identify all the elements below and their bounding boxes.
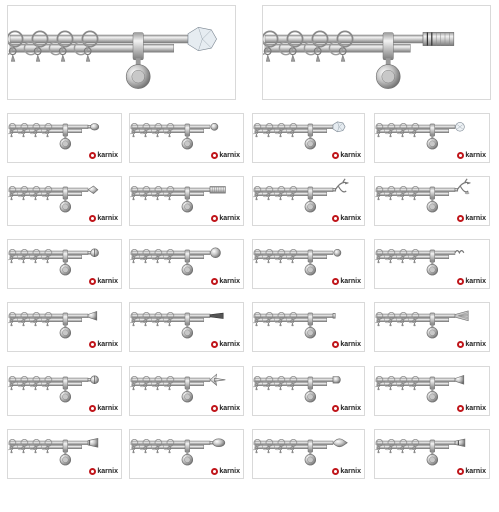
product-card[interactable] <box>7 113 122 163</box>
brand-logo-icon <box>89 152 96 159</box>
banded-ball-icon <box>88 376 99 384</box>
product-card[interactable] <box>252 429 365 479</box>
brand-name: karnix <box>219 152 240 159</box>
brand-logo <box>89 404 118 413</box>
product-card[interactable] <box>252 302 365 352</box>
brand-name: karnix <box>340 215 361 222</box>
brand-logo <box>457 214 486 223</box>
cylinder-icon <box>210 187 225 194</box>
flat-cap-icon <box>333 313 335 318</box>
leaf-scroll-icon <box>333 179 348 192</box>
product-card[interactable] <box>7 302 122 352</box>
brand-name: karnix <box>97 152 118 159</box>
brand-logo-icon <box>332 215 339 222</box>
crystal-icon <box>188 27 217 50</box>
brand-logo-icon <box>211 341 218 348</box>
brand-logo <box>89 151 118 160</box>
product-card[interactable] <box>374 302 490 352</box>
brand-logo-icon <box>211 468 218 475</box>
brand-logo-icon <box>457 405 464 412</box>
brush-tassel-icon <box>455 311 468 321</box>
small-crest-icon <box>455 251 464 253</box>
brand-name: karnix <box>219 468 240 475</box>
brand-logo <box>211 214 240 223</box>
brand-logo <box>332 214 361 223</box>
product-card[interactable] <box>374 429 490 479</box>
brand-logo-icon <box>89 215 96 222</box>
brand-logo-icon <box>211 278 218 285</box>
brand-logo <box>211 151 240 160</box>
product-card[interactable] <box>129 176 244 226</box>
open-cone-icon <box>210 313 223 319</box>
brand-logo-icon <box>332 405 339 412</box>
brand-name: karnix <box>340 278 361 285</box>
brand-name: karnix <box>97 405 118 412</box>
brand-name: karnix <box>340 152 361 159</box>
brand-logo <box>332 151 361 160</box>
crown-cone-icon <box>88 438 98 447</box>
product-card[interactable] <box>252 176 365 226</box>
spiked-bud-icon <box>333 439 347 447</box>
crystal-icon <box>333 122 345 132</box>
brand-logo <box>211 404 240 413</box>
product-card[interactable] <box>7 366 122 416</box>
ball-icon <box>211 123 218 130</box>
brand-name: karnix <box>465 278 486 285</box>
brand-name: karnix <box>465 405 486 412</box>
brand-logo <box>457 467 486 476</box>
product-card[interactable] <box>7 176 122 226</box>
brand-logo-icon <box>457 152 464 159</box>
brand-logo-icon <box>457 278 464 285</box>
product-card[interactable] <box>252 113 365 163</box>
ribbed-cylinder-icon <box>423 32 454 45</box>
featured-product-card[interactable] <box>262 5 491 100</box>
leaf-spray-icon <box>455 179 470 194</box>
brand-logo-icon <box>332 152 339 159</box>
curtain-rod-illustration <box>8 6 237 101</box>
brand-logo-icon <box>332 278 339 285</box>
product-card[interactable] <box>129 429 244 479</box>
brand-logo-icon <box>332 341 339 348</box>
brand-logo-icon <box>89 341 96 348</box>
brand-name: karnix <box>465 341 486 348</box>
brand-name: karnix <box>465 468 486 475</box>
brand-name: karnix <box>340 468 361 475</box>
product-card[interactable] <box>7 429 122 479</box>
brand-logo-icon <box>211 152 218 159</box>
slotted-cap-icon <box>455 439 465 447</box>
product-card[interactable] <box>374 113 490 163</box>
ball-icon <box>334 249 341 256</box>
brand-logo <box>211 277 240 286</box>
brand-logo <box>332 277 361 286</box>
brand-logo <box>211 467 240 476</box>
brand-name: karnix <box>97 215 118 222</box>
brand-logo <box>457 340 486 349</box>
product-card[interactable] <box>374 176 490 226</box>
brand-name: karnix <box>340 405 361 412</box>
crystal-sphere-icon <box>456 122 465 131</box>
brand-name: karnix <box>97 341 118 348</box>
flared-cap-icon <box>455 375 464 384</box>
brand-logo-icon <box>89 405 96 412</box>
fleur-spike-icon <box>210 374 225 385</box>
brand-name: karnix <box>219 405 240 412</box>
brand-logo <box>457 404 486 413</box>
brand-logo <box>89 277 118 286</box>
brand-logo-icon <box>457 341 464 348</box>
brand-logo-icon <box>457 215 464 222</box>
brand-logo <box>332 340 361 349</box>
brand-name: karnix <box>219 215 240 222</box>
brand-logo <box>89 340 118 349</box>
brand-logo-icon <box>89 278 96 285</box>
brand-logo <box>89 467 118 476</box>
diamond-cone-icon <box>88 186 98 194</box>
brand-logo <box>332 467 361 476</box>
product-card[interactable] <box>129 239 244 289</box>
brand-logo <box>332 404 361 413</box>
product-card[interactable] <box>252 239 365 289</box>
featured-product-card[interactable] <box>7 5 236 100</box>
brand-name: karnix <box>219 278 240 285</box>
brand-name: karnix <box>97 278 118 285</box>
brand-name: karnix <box>465 215 486 222</box>
brand-logo-icon <box>457 468 464 475</box>
product-card[interactable] <box>129 113 244 163</box>
brand-logo <box>211 340 240 349</box>
brand-name: karnix <box>219 341 240 348</box>
brand-logo-icon <box>332 468 339 475</box>
brand-logo <box>457 151 486 160</box>
tulip-cup-icon <box>88 311 97 320</box>
curtain-rod-illustration <box>263 6 492 101</box>
rounded-cap-icon <box>333 377 340 384</box>
brand-logo-icon <box>211 405 218 412</box>
product-card[interactable] <box>252 366 365 416</box>
brand-name: karnix <box>340 341 361 348</box>
brand-logo-icon <box>211 215 218 222</box>
product-card[interactable] <box>129 302 244 352</box>
product-card[interactable] <box>7 239 122 289</box>
large-ball-icon <box>211 248 221 258</box>
brand-logo <box>457 277 486 286</box>
product-card[interactable] <box>129 366 244 416</box>
brand-name: karnix <box>97 468 118 475</box>
product-card[interactable] <box>374 239 490 289</box>
ribbed-ball-icon <box>88 249 99 257</box>
brand-logo <box>89 214 118 223</box>
brand-logo-icon <box>89 468 96 475</box>
brand-name: karnix <box>465 152 486 159</box>
ball-on-stem-icon <box>88 124 99 131</box>
product-card[interactable] <box>374 366 490 416</box>
oval-acorn-icon <box>210 439 225 447</box>
